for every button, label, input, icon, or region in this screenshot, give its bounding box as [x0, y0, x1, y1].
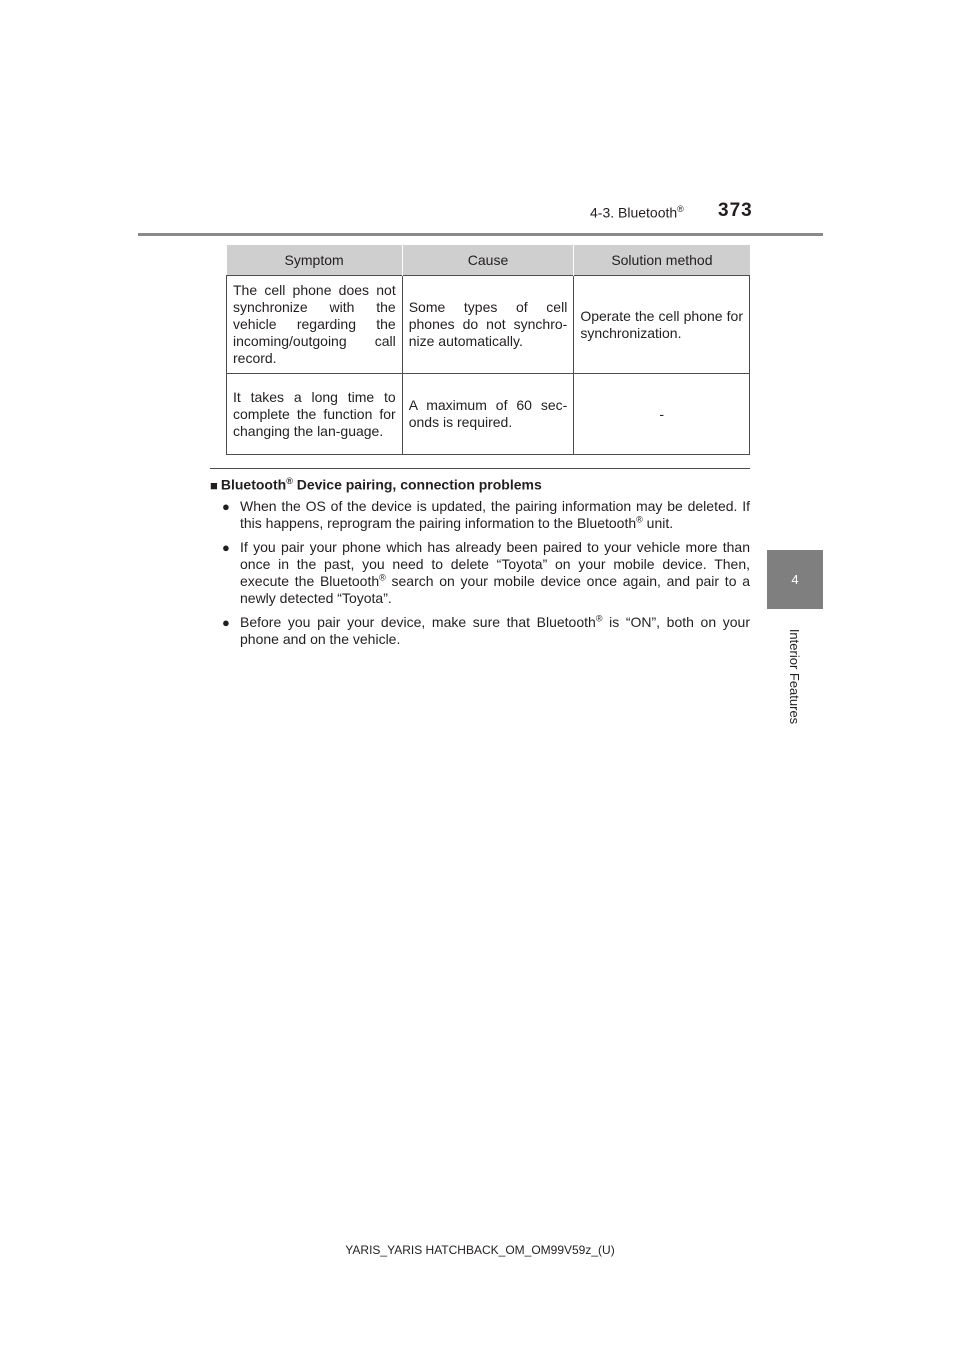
registered-mark: ® — [379, 572, 386, 583]
cause-cell: A maximum of 60 sec-onds is required. — [402, 374, 574, 455]
solution-cell: - — [574, 374, 750, 455]
bullet-text-before: Before you pair your device, make sure that Bluetooth — [240, 614, 596, 630]
registered-mark: ® — [636, 514, 643, 525]
round-bullet-icon: ● — [222, 499, 230, 514]
column-header-symptom: Symptom — [227, 245, 403, 276]
table-row — [227, 276, 750, 374]
bullet-list — [222, 498, 750, 655]
chapter-side-label — [767, 620, 823, 732]
manual-code: YARIS_YARIS HATCHBACK_OM_OM99V59z_(U) — [345, 1243, 615, 1257]
column-header-cause: Cause — [402, 245, 574, 276]
heading-prefix: Bluetooth — [220, 476, 287, 493]
troubleshooting-table — [226, 245, 750, 455]
square-bullet-icon: ■ — [210, 477, 218, 493]
list-item — [222, 498, 750, 532]
table-header-row — [227, 245, 750, 276]
chapter-title: Interior Features — [787, 628, 803, 724]
section-title — [590, 204, 684, 221]
cause-cell: Some types of cell phones do not synchro-nize automatically. — [402, 276, 574, 374]
registered-mark: ® — [595, 613, 603, 624]
bullet-text-after: is “ON”, both on your phone and on the vehicle. — [240, 614, 751, 647]
round-bullet-icon: ● — [222, 615, 230, 630]
chapter-number: 4 — [791, 572, 799, 587]
round-bullet-icon: ● — [222, 540, 230, 555]
bullet-text-before: When the OS of the device is updated, the pairing information may be deleted. If this happens, reprogram the pairing information to the Bluetooth — [240, 498, 750, 531]
chapter-tab — [767, 550, 823, 609]
solution-cell: Operate the cell phone for synchronization. — [574, 276, 750, 374]
section-title-text: 4-3. Bluetooth — [590, 204, 678, 221]
list-item — [222, 614, 750, 648]
table-row — [227, 374, 750, 455]
header-divider — [138, 233, 823, 236]
symptom-cell: It takes a long time to complete the function for changing the lan-guage. — [227, 374, 403, 455]
page-number: 373 — [718, 200, 753, 221]
section-divider — [210, 468, 750, 469]
symptom-cell: The cell phone does not synchronize with the vehicle regarding the incoming/outgoing call record. — [227, 276, 403, 374]
bullet-text-after: unit. — [642, 515, 674, 531]
section-heading — [210, 476, 542, 493]
registered-mark: ® — [286, 476, 293, 486]
heading-suffix: Device pairing, connection problems — [292, 476, 542, 493]
column-header-solution: Solution method — [574, 245, 750, 276]
list-item — [222, 539, 750, 607]
bullet-text-before: If you pair your phone which has already been paired to your vehicle more than once in the past, you need to delete “Toyota” on your mobile device. Then, execute the Bluetooth — [240, 539, 750, 589]
bullet-text-after: search on your mobile device once again, and pair to a newly detected “Toyota”. — [240, 573, 750, 606]
registered-mark: ® — [677, 204, 684, 214]
